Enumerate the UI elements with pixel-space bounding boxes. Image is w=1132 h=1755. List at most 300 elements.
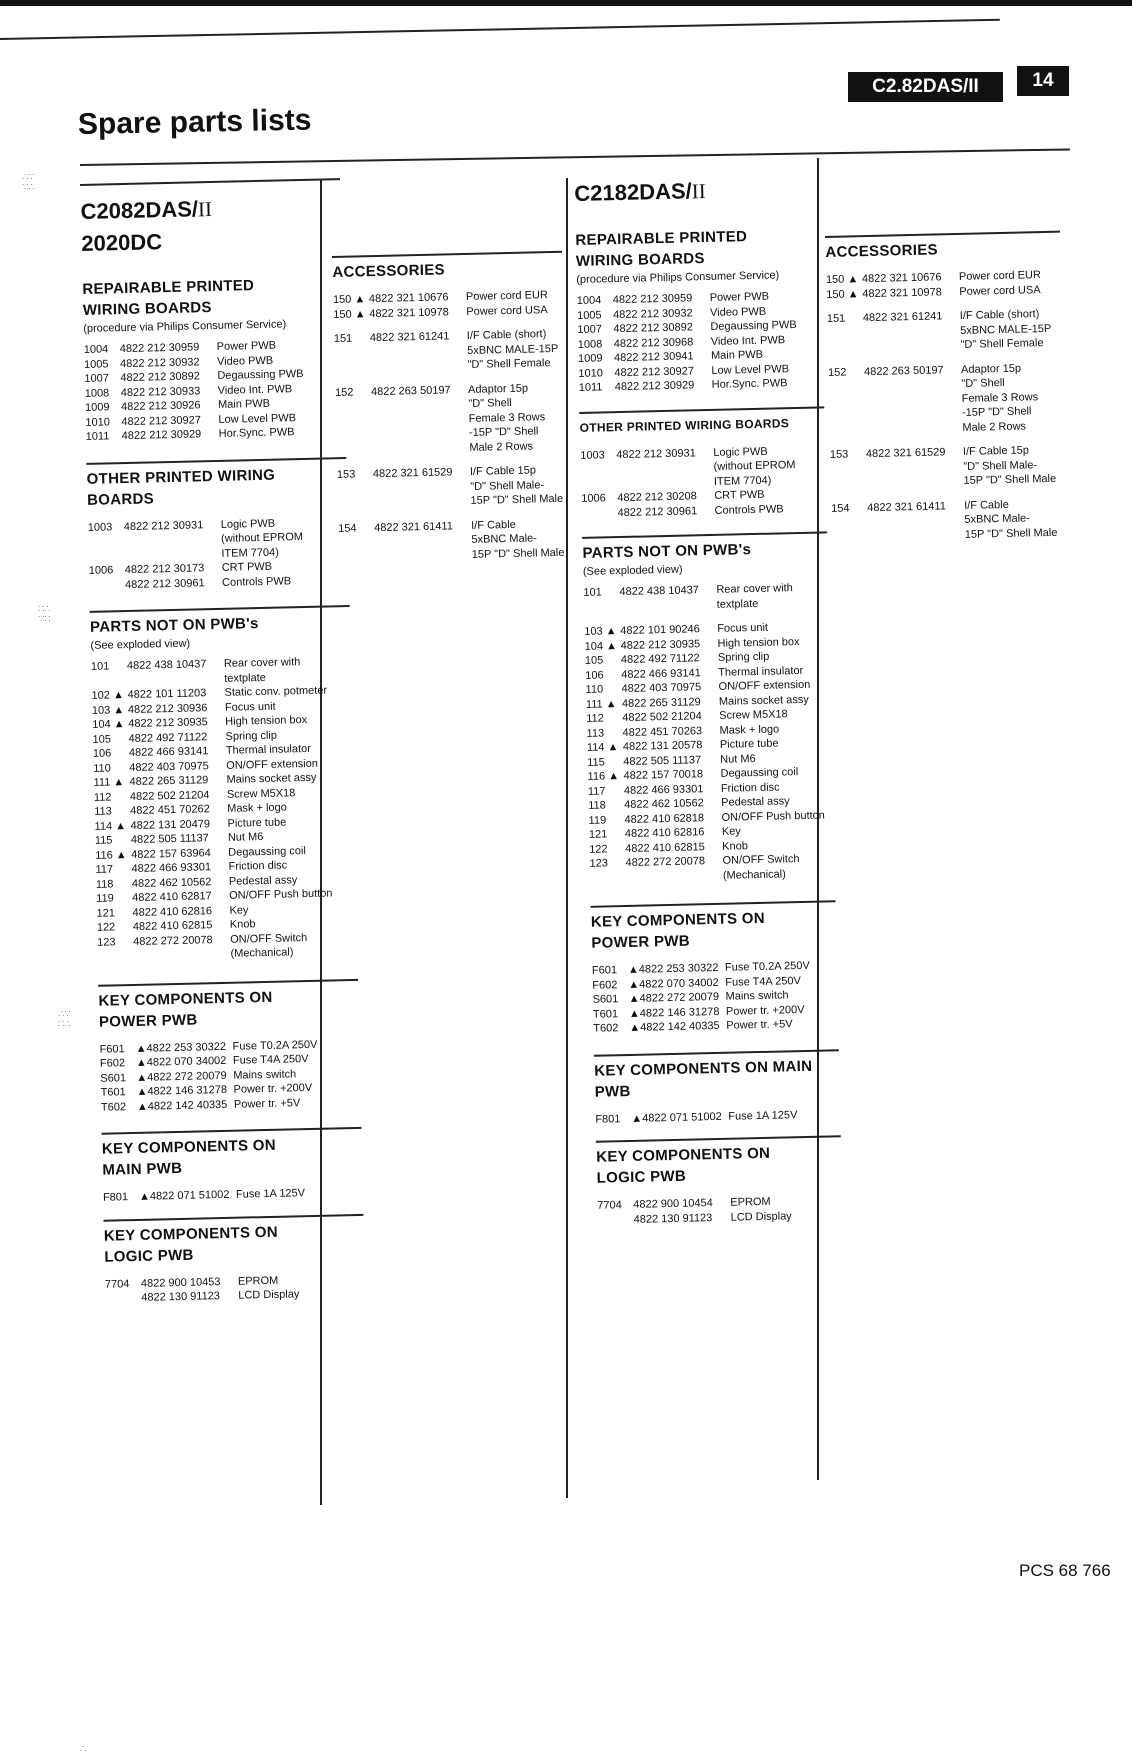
description-line: Logic PWB bbox=[713, 445, 768, 459]
column-accessories-1 bbox=[332, 251, 569, 565]
part-number: 4822 492 71122 bbox=[620, 652, 700, 667]
description-line: Low Level PWB bbox=[218, 411, 297, 426]
part-number: 4822 410 62815 bbox=[132, 919, 213, 933]
part-number: 4822 321 61241 bbox=[862, 310, 943, 325]
part-number: 4822 321 61529 bbox=[372, 466, 453, 481]
model-line-2: 2020DC bbox=[81, 229, 163, 256]
part-number: 4822 212 30932 bbox=[612, 306, 693, 321]
section-note: (procedure via Philips Consumer Service) bbox=[83, 318, 287, 335]
item-ref: 121 bbox=[96, 906, 116, 920]
item-ref: F801 bbox=[102, 1191, 129, 1204]
description-line: (Mechanical) bbox=[722, 867, 786, 882]
section-heading-line-2: WIRING BOARDS bbox=[82, 299, 212, 319]
item-ref: 1006 bbox=[581, 492, 606, 505]
item-ref: 101 bbox=[90, 660, 110, 673]
item-ref: 103 ▲ bbox=[584, 625, 617, 638]
item-ref: 113 bbox=[94, 805, 112, 818]
model-suffix: II bbox=[691, 179, 706, 204]
part-number: 4822 212 30931 bbox=[616, 446, 696, 461]
part-number: ▲4822 070 34002 bbox=[135, 1054, 227, 1069]
part-number: 4822 130 91123 bbox=[633, 1211, 713, 1226]
part-description bbox=[219, 424, 346, 441]
description-line: High tension box bbox=[225, 713, 308, 728]
part-number: 4822 462 10562 bbox=[131, 875, 212, 890]
description-line: Logic PWB bbox=[220, 517, 276, 531]
section-heading-line-2: POWER PWB bbox=[591, 932, 691, 952]
description-line: Rear cover with bbox=[223, 656, 301, 670]
parts-list bbox=[105, 1271, 366, 1306]
part-number: 4822 410 62818 bbox=[624, 811, 705, 826]
part-description bbox=[730, 1208, 842, 1225]
item-ref: 119 bbox=[588, 813, 607, 827]
item-ref: 151 bbox=[826, 312, 846, 325]
description-line: Fuse T4A 250V bbox=[232, 1053, 309, 1067]
item-ref: 123 bbox=[97, 935, 116, 949]
description-line: Spring clip bbox=[225, 729, 278, 743]
page-number-badge: 14 bbox=[1017, 66, 1069, 96]
description-line: Screw M5X18 bbox=[719, 708, 788, 722]
item-ref: 1003 bbox=[580, 448, 605, 462]
description-line: Controls PWB bbox=[714, 502, 784, 517]
model-rule bbox=[80, 178, 340, 186]
part-number: 4822 403 70975 bbox=[129, 759, 209, 774]
part-row bbox=[580, 443, 826, 492]
part-number: 4822 101 90246 bbox=[620, 623, 700, 638]
description-line: LCD Display bbox=[730, 1209, 792, 1224]
part-number: 4822 212 30929 bbox=[614, 379, 695, 394]
parts-section bbox=[86, 457, 349, 593]
item-ref: 117 bbox=[95, 863, 114, 876]
description-line: Thermal insulator bbox=[225, 742, 311, 757]
part-number: 4822 321 61411 bbox=[867, 499, 947, 514]
item-ref: 150 ▲ bbox=[825, 273, 859, 286]
section-heading-line-2: LOGIC PWB bbox=[104, 1246, 194, 1266]
description-line: Static conv. potmeter bbox=[224, 684, 328, 699]
item-ref: F601 bbox=[591, 964, 618, 977]
section-heading: KEY COMPONENTS ON MAIN bbox=[594, 1057, 813, 1080]
description-line: Knob bbox=[722, 839, 749, 853]
description-line: Power PWB bbox=[216, 339, 277, 353]
part-number: 4822 212 30892 bbox=[613, 321, 694, 336]
description-line: Video Int. PWB bbox=[710, 333, 786, 348]
model-line-1 bbox=[80, 196, 212, 224]
part-number: 4822 502 21204 bbox=[622, 710, 702, 725]
item-ref: 105 bbox=[584, 654, 604, 667]
description-line: "D" Shell Female bbox=[960, 337, 1044, 351]
item-ref: T601 bbox=[592, 1007, 619, 1021]
description-line: -15P "D" Shell bbox=[468, 425, 539, 439]
part-description bbox=[964, 496, 1067, 542]
title-rule bbox=[80, 148, 1070, 166]
section-heading: OTHER PRINTED WIRING bbox=[86, 466, 276, 488]
item-ref: 153 bbox=[829, 448, 849, 461]
page-title: Spare parts lists bbox=[77, 103, 312, 141]
part-description bbox=[728, 1107, 840, 1124]
item-ref: F602 bbox=[99, 1057, 126, 1070]
parts-list bbox=[577, 288, 824, 395]
section-list bbox=[575, 224, 843, 1227]
part-number: 4822 321 61241 bbox=[369, 330, 450, 345]
description-line: Fuse T0.2A 250V bbox=[724, 959, 810, 974]
part-row bbox=[830, 443, 1066, 492]
description-line: CRT PWB bbox=[221, 560, 273, 574]
column-c2182das bbox=[574, 172, 843, 1241]
part-description bbox=[234, 1094, 361, 1111]
part-number: 4822 212 30935 bbox=[620, 637, 701, 652]
part-number: 4822 321 10978 bbox=[369, 305, 449, 320]
item-ref: 118 bbox=[588, 799, 606, 812]
part-number: ▲4822 253 30322 bbox=[627, 961, 719, 976]
item-ref: 110 bbox=[585, 683, 604, 696]
part-number: ▲4822 071 51002 bbox=[631, 1110, 722, 1125]
item-ref: 1005 bbox=[576, 308, 602, 322]
part-number: 4822 212 30968 bbox=[613, 335, 694, 350]
description-line: Hor.Sync. PWB bbox=[218, 426, 295, 440]
section-heading-line-2: LOGIC PWB bbox=[596, 1167, 687, 1187]
parts-section bbox=[582, 531, 835, 885]
part-number: 4822 212 30961 bbox=[124, 576, 205, 591]
top-rule bbox=[0, 19, 1000, 40]
item-ref: 119 bbox=[96, 892, 114, 905]
description-line: ON/OFF Push button bbox=[721, 808, 825, 824]
description-line: Power cord USA bbox=[466, 303, 548, 318]
description-line: Degaussing PWB bbox=[710, 318, 797, 333]
item-ref: 150 ▲ bbox=[333, 307, 366, 321]
part-row bbox=[583, 580, 829, 615]
item-ref: 152 bbox=[827, 366, 847, 379]
part-number: 4822 466 93141 bbox=[128, 745, 209, 760]
item-ref: F801 bbox=[595, 1112, 621, 1126]
description-line: Power cord USA bbox=[959, 283, 1041, 298]
part-number: 4822 410 62817 bbox=[132, 890, 212, 904]
item-ref: 116 ▲ bbox=[95, 848, 127, 862]
section-note: (procedure via Philips Consumer Service) bbox=[576, 269, 780, 286]
part-number: 4822 272 20078 bbox=[625, 855, 706, 870]
part-row bbox=[88, 515, 349, 564]
description-line: Main PWB bbox=[710, 348, 764, 362]
description-line: Nut M6 bbox=[720, 752, 756, 766]
description-line: Male 2 Rows bbox=[469, 439, 534, 454]
part-number: 4822 212 30936 bbox=[127, 701, 208, 716]
part-number: 4822 212 30927 bbox=[121, 413, 202, 428]
item-ref: 1008 bbox=[84, 386, 110, 400]
part-number: 4822 900 10454 bbox=[633, 1197, 713, 1211]
part-row bbox=[97, 929, 358, 964]
part-number: 4822 410 62816 bbox=[624, 826, 705, 841]
part-number: 4822 157 70018 bbox=[623, 768, 704, 783]
part-number: 4822 321 10676 bbox=[368, 291, 449, 306]
part-number: 4822 451 70263 bbox=[622, 724, 703, 739]
section-heading: KEY COMPONENTS ON bbox=[596, 1144, 771, 1166]
scan-speck: ∷∴ ∵∷ bbox=[38, 604, 51, 625]
description-line: Power PWB bbox=[709, 290, 770, 304]
item-ref: 153 bbox=[336, 468, 356, 481]
part-number: 4822 212 30935 bbox=[128, 716, 208, 731]
item-ref: 1011 bbox=[578, 381, 603, 394]
description-line: Thermal insulator bbox=[718, 664, 804, 679]
item-ref: 102 ▲ bbox=[91, 689, 125, 702]
description-line: I/F Cable (short) bbox=[466, 328, 547, 342]
part-number: ▲4822 272 20079 bbox=[136, 1069, 227, 1084]
item-ref: F601 bbox=[99, 1042, 125, 1056]
scan-speck: ∴ bbox=[80, 1744, 87, 1755]
description-line: -15P "D" Shell bbox=[961, 405, 1032, 419]
description-line: "D" Shell Male- bbox=[470, 478, 545, 493]
part-number: 4822 505 11137 bbox=[130, 832, 209, 847]
description-line: Fuse 1A 125V bbox=[235, 1187, 306, 1201]
description-line: Low Level PWB bbox=[711, 362, 790, 377]
part-number: 4822 321 61529 bbox=[865, 446, 946, 461]
description-line: Fuse 1A 125V bbox=[728, 1108, 798, 1123]
part-description bbox=[722, 851, 835, 883]
part-number: 4822 492 71122 bbox=[128, 730, 208, 745]
parts-section bbox=[82, 273, 346, 444]
part-number: 4822 130 91123 bbox=[141, 1290, 221, 1304]
part-description bbox=[467, 327, 565, 373]
item-ref: 114 ▲ bbox=[94, 819, 127, 833]
item-ref: 110 bbox=[93, 761, 111, 775]
item-ref: 1011 bbox=[85, 430, 110, 443]
part-number: 4822 410 62816 bbox=[132, 904, 213, 919]
part-number: 4822 263 50197 bbox=[863, 363, 944, 378]
part-number: 4822 212 30208 bbox=[617, 490, 697, 505]
part-number: 4822 438 10437 bbox=[619, 584, 700, 599]
column-c2082das bbox=[80, 178, 366, 1320]
item-ref: 104 ▲ bbox=[584, 639, 618, 653]
parts-section bbox=[579, 406, 826, 521]
section-heading-line-2: PWB bbox=[594, 1082, 631, 1101]
part-number: ▲4822 146 31278 bbox=[628, 1005, 720, 1020]
item-ref: 116 ▲ bbox=[587, 770, 620, 783]
section-heading: ACCESSORIES bbox=[825, 241, 939, 261]
top-border-bar bbox=[0, 0, 1132, 6]
description-line: Video PWB bbox=[216, 354, 274, 368]
section-heading: KEY COMPONENTS ON bbox=[101, 1136, 277, 1158]
parts-list bbox=[88, 515, 350, 593]
item-ref: 121 bbox=[588, 828, 608, 841]
model-name: C2182DAS/ bbox=[574, 178, 692, 206]
item-ref: 113 bbox=[586, 726, 605, 740]
description-line: 5xBNC MALE-15P bbox=[467, 342, 559, 357]
description-line: Knob bbox=[229, 918, 256, 931]
item-ref: T602 bbox=[593, 1022, 619, 1035]
description-line: Video PWB bbox=[709, 305, 767, 319]
item-ref bbox=[105, 1291, 141, 1306]
part-number: ▲4822 272 20079 bbox=[628, 990, 720, 1005]
part-description bbox=[714, 501, 826, 518]
description-line: Key bbox=[721, 825, 741, 838]
item-ref: 1010 bbox=[578, 366, 604, 380]
part-number: 4822 451 70262 bbox=[130, 803, 210, 818]
part-number: 4822 502 21204 bbox=[129, 788, 210, 803]
part-number: 4822 212 30929 bbox=[121, 428, 202, 443]
part-number: ▲4822 142 40335 bbox=[629, 1019, 720, 1034]
parts-list bbox=[333, 288, 569, 565]
section-heading: KEY COMPONENTS ON bbox=[590, 909, 766, 931]
description-line: ON/OFF Switch bbox=[230, 931, 308, 946]
part-row bbox=[335, 380, 567, 458]
parts-section bbox=[575, 224, 824, 395]
section-list bbox=[82, 273, 365, 1306]
part-description bbox=[960, 307, 1063, 353]
part-description bbox=[712, 375, 824, 392]
description-line: (without EPROM bbox=[713, 459, 796, 473]
description-line: Friction disc bbox=[720, 780, 780, 795]
description-line: Pedestal assy bbox=[228, 873, 298, 888]
part-number: 4822 212 30892 bbox=[120, 370, 201, 385]
part-number: 4822 410 62815 bbox=[625, 840, 705, 855]
description-line: Female 3 Rows bbox=[961, 390, 1039, 405]
parts-list bbox=[826, 268, 1067, 545]
part-number: 4822 212 30961 bbox=[617, 504, 698, 519]
item-ref: 1009 bbox=[577, 352, 603, 365]
parts-section bbox=[103, 1213, 365, 1306]
part-number: 4822 265 31129 bbox=[129, 774, 209, 789]
description-line: Power tr. +5V bbox=[233, 1096, 301, 1111]
description-line: ITEM 7704) bbox=[713, 474, 772, 488]
part-description bbox=[466, 302, 563, 319]
item-ref: 123 bbox=[589, 857, 609, 870]
part-number: ▲4822 142 40335 bbox=[136, 1098, 228, 1113]
description-line: I/F Cable 15p bbox=[469, 464, 537, 478]
description-line: Pedestal assy bbox=[721, 795, 790, 809]
part-number: ▲4822 253 30322 bbox=[135, 1040, 227, 1055]
description-line: (Mechanical) bbox=[230, 946, 294, 960]
model-heading bbox=[574, 172, 820, 210]
model-name: C2082DAS/ bbox=[80, 196, 199, 224]
part-number: 4822 462 10562 bbox=[624, 797, 704, 812]
item-ref: 152 bbox=[334, 386, 354, 399]
parts-section bbox=[594, 1049, 841, 1127]
part-description bbox=[726, 1016, 838, 1033]
item-ref: 122 bbox=[589, 842, 608, 856]
parts-section bbox=[591, 900, 839, 1036]
item-ref: F602 bbox=[592, 978, 618, 992]
part-number: 4822 466 93141 bbox=[621, 666, 701, 681]
item-ref: 117 bbox=[587, 784, 606, 798]
description-line: Power tr. +5V bbox=[726, 1018, 793, 1032]
description-line: CRT PWB bbox=[714, 488, 765, 502]
parts-section bbox=[596, 1135, 843, 1228]
description-line: 5xBNC Male- bbox=[964, 512, 1031, 526]
part-number: 4822 212 30926 bbox=[120, 399, 201, 414]
description-line: Female 3 Rows bbox=[468, 410, 546, 425]
description-line: Degaussing coil bbox=[720, 766, 799, 780]
parts-section bbox=[90, 605, 358, 964]
description-line: Adaptor 15p bbox=[960, 362, 1022, 376]
part-description bbox=[961, 360, 1065, 435]
item-ref: S601 bbox=[592, 993, 619, 1006]
part-number: 4822 212 30941 bbox=[613, 350, 694, 365]
item-ref: 1003 bbox=[87, 520, 113, 534]
part-row bbox=[831, 496, 1067, 545]
part-number: 4822 263 50197 bbox=[370, 383, 451, 398]
item-ref: 106 bbox=[92, 747, 112, 760]
description-line: Key bbox=[229, 903, 249, 917]
item-ref: 7704 bbox=[597, 1199, 622, 1212]
description-line: ON/OFF Push button bbox=[229, 887, 333, 902]
parts-list bbox=[592, 958, 839, 1036]
section-heading: PARTS NOT ON PWB's bbox=[582, 541, 752, 562]
description-line: Mains socket assy bbox=[226, 771, 317, 786]
item-ref bbox=[581, 506, 617, 521]
section-heading: OTHER PRINTED WIRING BOARDS bbox=[579, 415, 790, 435]
item-ref: 118 bbox=[95, 877, 114, 891]
part-description bbox=[716, 580, 829, 612]
description-line: Power cord EUR bbox=[958, 269, 1042, 283]
description-line: Spring clip bbox=[717, 650, 770, 664]
description-line: Degaussing PWB bbox=[217, 367, 304, 382]
item-ref: 112 bbox=[586, 712, 604, 725]
description-line: LCD Display bbox=[238, 1288, 300, 1302]
description-line: Power tr. +200V bbox=[233, 1081, 313, 1096]
item-ref: 112 bbox=[93, 790, 112, 804]
item-ref: 103 ▲ bbox=[91, 703, 125, 717]
parts-list bbox=[84, 337, 346, 444]
description-line: Power tr. +200V bbox=[725, 1003, 805, 1018]
part-number: 4822 212 30959 bbox=[612, 292, 693, 307]
description-line: EPROM bbox=[730, 1195, 771, 1209]
part-description bbox=[238, 1286, 365, 1303]
item-ref: 154 bbox=[831, 502, 850, 515]
scan-speck: ∴∵ ∵∴ bbox=[22, 172, 35, 193]
description-line: 15P "D" Shell Male bbox=[964, 526, 1058, 541]
description-line: "D" Shell Female bbox=[467, 357, 551, 371]
part-number: 4822 321 61411 bbox=[374, 519, 454, 534]
item-ref: 1007 bbox=[84, 372, 110, 385]
item-ref: 150 ▲ bbox=[826, 287, 859, 301]
parts-section bbox=[102, 1127, 364, 1205]
description-line: ON/OFF extension bbox=[226, 757, 319, 772]
description-line: Focus unit bbox=[224, 700, 276, 714]
section-note: (See exploded view) bbox=[90, 637, 191, 652]
description-line: ON/OFF extension bbox=[718, 678, 811, 693]
description-line: ITEM 7704) bbox=[221, 546, 280, 560]
section-heading-line-2: POWER PWB bbox=[98, 1011, 198, 1031]
part-description bbox=[222, 572, 349, 589]
document-code: PCS 68 766 bbox=[1019, 1561, 1111, 1580]
part-row bbox=[334, 327, 565, 376]
part-number: 4822 321 10676 bbox=[861, 271, 942, 286]
item-ref: 111 ▲ bbox=[93, 776, 125, 789]
item-ref: 101 bbox=[583, 586, 602, 599]
parts-section bbox=[98, 978, 361, 1114]
part-number: 4822 212 30932 bbox=[119, 355, 200, 370]
item-ref: 106 bbox=[585, 668, 604, 682]
part-row bbox=[337, 463, 568, 512]
part-description bbox=[236, 1185, 363, 1202]
part-number: 4822 272 20078 bbox=[133, 933, 213, 948]
item-ref: 1010 bbox=[85, 415, 111, 429]
item-ref: T601 bbox=[100, 1086, 126, 1099]
part-number: 4822 505 11137 bbox=[623, 753, 702, 768]
section-heading: REPAIRABLE PRINTED bbox=[82, 277, 255, 298]
part-description bbox=[230, 929, 358, 961]
part-number: 4822 900 10453 bbox=[140, 1275, 221, 1290]
description-line: Hor.Sync. PWB bbox=[711, 377, 788, 391]
description-line: 15P "D" Shell Male bbox=[471, 546, 565, 561]
description-line: 15P "D" Shell Male bbox=[470, 492, 564, 507]
section-heading: KEY COMPONENTS ON bbox=[98, 988, 273, 1010]
description-line: Male 2 Rows bbox=[962, 419, 1027, 434]
description-line: I/F Cable (short) bbox=[959, 308, 1040, 322]
description-line: Main PWB bbox=[217, 397, 271, 411]
description-line: Picture tube bbox=[719, 737, 779, 751]
item-ref: 104 ▲ bbox=[92, 718, 125, 731]
section-note: (See exploded view) bbox=[582, 563, 683, 578]
description-line: Screw M5X18 bbox=[226, 786, 296, 801]
model-suffix: II bbox=[197, 197, 213, 222]
